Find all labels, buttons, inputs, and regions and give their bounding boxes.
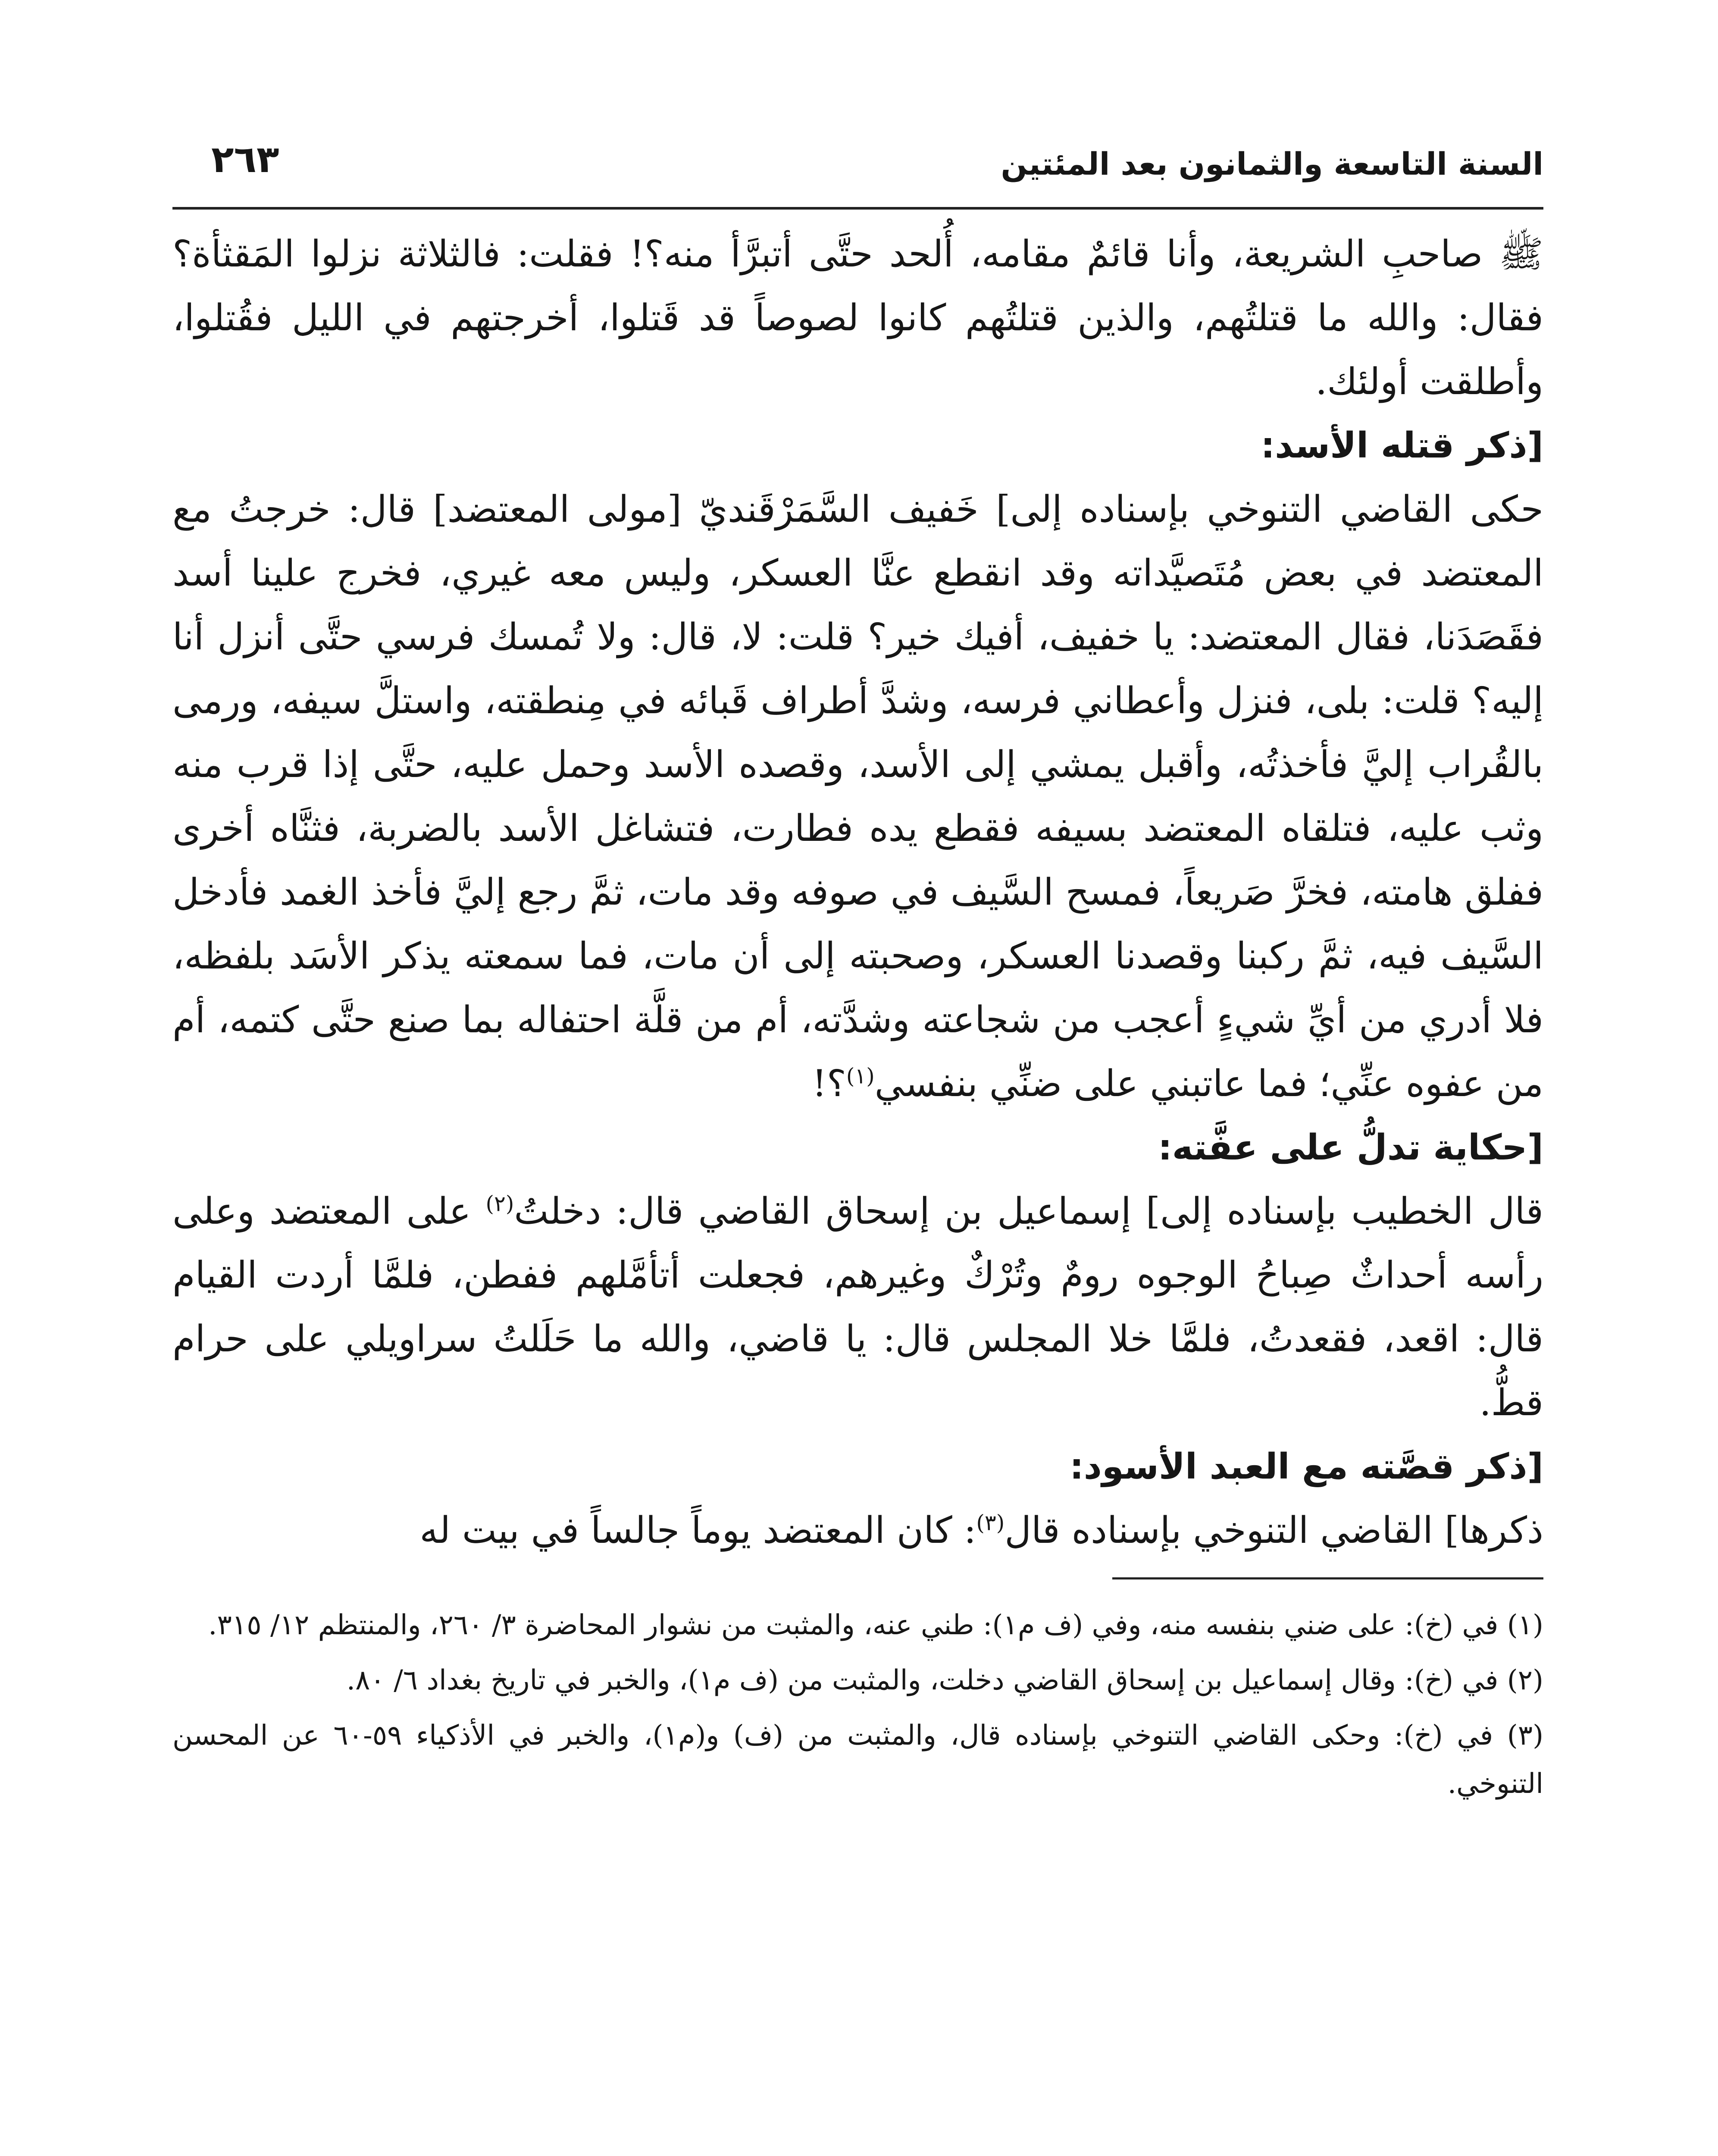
paragraph-2-text: حكى القاضي التنوخي بإسناده إلى] خَفيف السَّمَرْقَنديّ [مولى المعتضد] قال: خرجتُ مع المعتضد في بعض مُتَصيَّداته وقد انقطع عنَّا العسكر، وليس معه غيري، فخرج علينا أسد فقَصَدَنا، فقال المعتضد: يا خفيف، أفيك خير؟ قلت: لا، قال: ولا تُمسك فرسي حتَّى أنزل أنا إليه؟ قلت: بلى، فنزل وأعطاني فرسه، وشدَّ أطراف قَبائه في مِنطقته، واستلَّ سيفه، ورمى بالقُراب إليَّ فأخذتُه، وأقبل يمشي إلى الأسد، وقصده الأسد وحمل عليه، حتَّى إذا قرب منه وثب عليه، فتلقاه المعتضد بسيفه فقطع يده فطارت، فتشاغل الأسد بالضربة، فثنَّاه أخرى ففلق هامته، فخرَّ صَريعاً، فمسح السَّيف في صوفه وقد مات، ثمَّ رجع إليَّ فأخذ الغمد فأدخل السَّيف فيه، ثمَّ ركبنا وقصدنا العسكر، وصحبته إلى أن مات، فما سمعته يذكر الأسَد بلفظه، فلا أدري من أيِّ شيءٍ أعجب من شجاعته وشدَّته، أم من قلَّة احتفاله بما صنع حتَّى كتمه، أم من عفوه عنِّي؛ فما عاتبني على ضنِّي بنفسي xyxy=(172,488,1543,1105)
footnote-ref-1[interactable]: (١) xyxy=(846,1063,875,1089)
footnotes xyxy=(172,1601,1543,1808)
section-heading-black-slave: [ذكر قصَّته مع العبد الأسود: xyxy=(1069,1446,1543,1487)
footnote-ref-2[interactable]: (٢) xyxy=(485,1191,514,1216)
section-heading-lion: [ذكر قتله الأسد: xyxy=(1261,425,1543,466)
page-number: ٢٦٣ xyxy=(211,138,279,181)
paragraph-3-text-a: قال الخطيب بإسناده إلى] إسماعيل بن إسحاق القاضي قال: دخلتُ xyxy=(514,1190,1543,1233)
footnote-3: (٣) في (خ): وحكى القاضي التنوخي بإسناده قال، والمثبت من (ف) و(م١)، والخبر في الأذكياء ٥٩-٦٠ عن المحسن التنوخي. xyxy=(172,1720,1544,1800)
footnote-2: (٢) في (خ): وقال إسماعيل بن إسحاق القاضي دخلت، والمثبت من (ف م١)، والخبر في تاريخ بغداد ٦/ ٨٠. xyxy=(346,1664,1543,1696)
paragraph-2 xyxy=(172,478,1543,1116)
paragraph-1: ﷺ صاحبِ الشريعة، وأنا قائمٌ مقامه، أُلحد حتَّى أتبرَّأ منه؟! فقلت: فالثلاثة نزلوا المَقثأة؟ فقال: والله ما قتلتُهم، والذين قتلتُهم كانوا لصوصاً قد قَتلوا، أخرجتهم في الليل فقُتلوا، وأطلقت أولئك. xyxy=(172,233,1543,403)
main-text xyxy=(172,222,1543,1563)
book-page xyxy=(172,125,1543,2156)
paragraph-4-text-b: : كان المعتضد يوماً جالساً في بيت له xyxy=(419,1509,976,1552)
section-heading-chastity: [حكاية تدلُّ على عفَّته: xyxy=(1158,1127,1543,1168)
paragraph-2-end: ؟! xyxy=(812,1062,846,1105)
running-title: السنة التاسعة والثمانون بعد المئتين xyxy=(1001,146,1543,182)
running-header xyxy=(172,125,1543,210)
footnote-divider xyxy=(1112,1577,1543,1579)
footnote-ref-3[interactable]: (٣) xyxy=(976,1510,1005,1536)
paragraph-3-text-b: على المعتضد وعلى رأسه أحداثٌ صِباحُ الوجوه رومٌ وتُرْكٌ وغيرهم، فجعلت أتأمَّلهم ففطن، فلمَّا أردت القيام قال: اقعد، فقعدتُ، فلمَّا خلا المجلس قال: يا قاضي، والله ما حَلَلتُ سراويلي على حرام قطُّ. xyxy=(172,1190,1543,1424)
footnote-1: (١) في (خ): على ضني بنفسه منه، وفي (ف م١): طني عنه، والمثبت من نشوار المحاضرة ٣/ ٢٦٠، والمنتظم ١٢/ ٣١٥. xyxy=(208,1609,1543,1641)
paragraph-4 xyxy=(172,1499,1543,1563)
paragraph-4-text-a: ذكرها] القاضي التنوخي بإسناده قال xyxy=(1005,1509,1543,1552)
paragraph-3 xyxy=(172,1180,1543,1435)
